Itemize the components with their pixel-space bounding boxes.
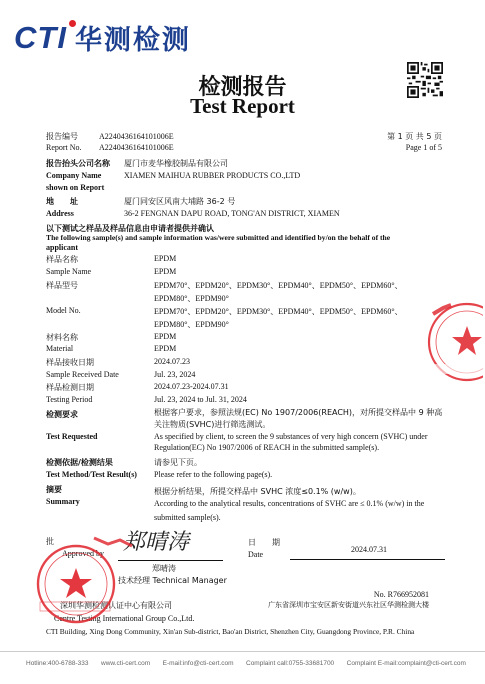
inspection-seal-icon xyxy=(423,300,483,390)
material-label-en: Material xyxy=(46,344,74,353)
test-requested-label-en: Test Requested xyxy=(46,432,98,441)
sample-name-label-cn: 样品名称 xyxy=(46,255,78,264)
test-requested-value-en: As specified by client, to screen the 9 substances of very high concern (SVHC) under Regulation(EC) No 1907/2006 of REACH in the submitted sample(s). xyxy=(154,432,428,452)
address-value-cn: 厦门同安区风南大埔路 36-2 号 xyxy=(124,197,236,206)
test-requested-label-cn: 检测要求 xyxy=(46,410,78,419)
footer-complaint-email-link[interactable]: Complaint E-mail:complaint@cti-cert.com xyxy=(346,660,466,667)
material-en: EPDM xyxy=(154,344,177,353)
model-label-en: Model No. xyxy=(46,306,81,315)
address-label-cn: 地 址 xyxy=(46,197,78,206)
company-label-cn: 报告抬头公司名称 xyxy=(46,159,110,168)
sample-name-label-en: Sample Name xyxy=(46,267,92,276)
sample-name-cn: EPDM xyxy=(154,254,177,263)
footer-complaint-call: Complaint call:0755-33681700 xyxy=(246,660,335,667)
sample-name-en: EPDM xyxy=(154,267,177,276)
model-cn-line2: EPDM80°、EPDM90° xyxy=(154,294,229,303)
company-cn: 深圳华测检测认证中心有限公司 xyxy=(60,601,172,610)
logo-dot-icon xyxy=(69,20,76,27)
approved-label-cn: 批 xyxy=(46,537,54,546)
page-footer xyxy=(26,660,466,667)
title-cn: 检测报告 xyxy=(198,75,287,100)
period-en: Jul. 23, 2024 to Jul. 31, 2024 xyxy=(154,395,247,404)
report-no-label-cn: 报告编号 xyxy=(46,132,78,141)
sample-intro-cn: 以下测试之样品及样品信息由申请者提供并确认 xyxy=(46,224,214,233)
company-logo xyxy=(14,18,191,57)
model-en-line2: EPDM80°、EPDM90° xyxy=(154,320,229,329)
report-no-cn: A2240436164101006E xyxy=(99,132,174,141)
footer-web-link[interactable]: www.cti-cert.com xyxy=(101,660,151,667)
title-en: Test Report xyxy=(190,94,295,118)
period-label-en: Testing Period xyxy=(46,395,93,404)
method-label-en: Test Method/Test Result(s) xyxy=(46,470,137,479)
period-cn: 2024.07.23-2024.07.31 xyxy=(154,382,229,391)
footer-email-link[interactable]: E-mail:info@cti-cert.com xyxy=(162,660,234,667)
report-serial-no: No. R766952081 xyxy=(373,590,429,599)
test-requested-value-cn: 根据客户要求，参照法规(EC) No 1907/2006(REACH)，对所提交样品中 9 种高关注物质(SVHC)进行筛选测试。 xyxy=(154,408,443,429)
signature: 郑晴涛 xyxy=(123,530,190,555)
period-label-cn: 样品检测日期 xyxy=(46,383,94,392)
page-cn: 第 1 页 共 5 页 xyxy=(387,132,442,141)
company-label-en: Company Name xyxy=(46,171,102,180)
address-en: CTI Building, Xing Dong Community, Xin'an Sub-district, Bao'an District, Shenzhen City, Guangdong Province, P.R. China xyxy=(46,627,415,636)
report-no-en: A2240436164101006E xyxy=(99,143,174,152)
material-label-cn: 材料名称 xyxy=(46,333,78,342)
company-value-en: XIAMEN MAIHUA RUBBER PRODUCTS CO.,LTD xyxy=(124,171,301,180)
logo-cn-name: 华测检测 xyxy=(74,25,191,56)
footer-hotline: Hotline:400-6788-333 xyxy=(26,660,89,667)
report-no-label-en: Report No. xyxy=(46,143,82,152)
summary-value-cn: 根据分析结果，所提交样品中 SVHC 浓度≤0.1% (w/w)。 xyxy=(154,487,361,496)
footer-divider xyxy=(0,651,485,652)
date-label-en: Date xyxy=(248,550,264,559)
received-en: Jul. 23, 2024 xyxy=(154,370,196,379)
received-label-cn: 样品接收日期 xyxy=(46,358,94,367)
date-label-cn: 日 期 xyxy=(248,538,280,547)
material-cn: EPDM xyxy=(154,332,177,341)
sample-intro-en2: applicant xyxy=(46,243,79,252)
model-cn: EPDM70°、EPDM20°、EPDM30°、EPDM40°、EPDM50°、EPDM60°、 xyxy=(154,281,403,290)
company-seal-icon xyxy=(36,536,136,632)
method-value-en: Please refer to the following page(s). xyxy=(154,470,273,479)
approver-title: 技术经理 Technical Manager xyxy=(118,576,227,585)
received-label-en: Sample Received Date xyxy=(46,370,119,379)
page-en: Page 1 of 5 xyxy=(405,143,442,152)
summary-label-en: Summary xyxy=(46,497,80,506)
method-value-cn: 请参见下页。 xyxy=(154,458,202,467)
model-label-cn: 样品型号 xyxy=(46,281,78,290)
company-label-en2: shown on Report xyxy=(46,183,105,192)
summary-value-en: According to the analytical results, concentrations of SVHC are ≤ 0.1% (w/w) in the submitted sample(s). xyxy=(154,499,425,522)
address-value-en: 36-2 FENGNAN DAPU ROAD, TONG'AN DISTRICT, XIAMEN xyxy=(124,209,340,218)
address-label-en: Address xyxy=(46,209,74,218)
company-value-cn: 厦门市麦华橡胶制品有限公司 xyxy=(124,159,228,168)
approver-name: 郑晴涛 xyxy=(152,564,176,573)
company-en: Centre Testing International Group Co.,Ltd. xyxy=(54,614,195,623)
logo-brand: CTI xyxy=(14,19,67,55)
address-cn: 广东省深圳市宝安区新安街道兴东社区华测检测大楼 xyxy=(268,601,429,609)
model-en: EPDM70°、EPDM20°、EPDM30°、EPDM40°、EPDM50°、EPDM60°、 xyxy=(154,307,403,316)
sample-intro-en: The following sample(s) and sample information was/were submitted and identified by/on the behalf of the xyxy=(46,233,391,242)
approval-date: 2024.07.31 xyxy=(351,545,387,554)
summary-label-cn: 摘要 xyxy=(46,485,62,494)
approved-label-en: Approved by xyxy=(62,549,104,558)
date-line xyxy=(290,559,445,560)
received-cn: 2024.07.23 xyxy=(154,357,190,366)
method-label-cn: 检测依据/检测结果 xyxy=(46,458,113,467)
